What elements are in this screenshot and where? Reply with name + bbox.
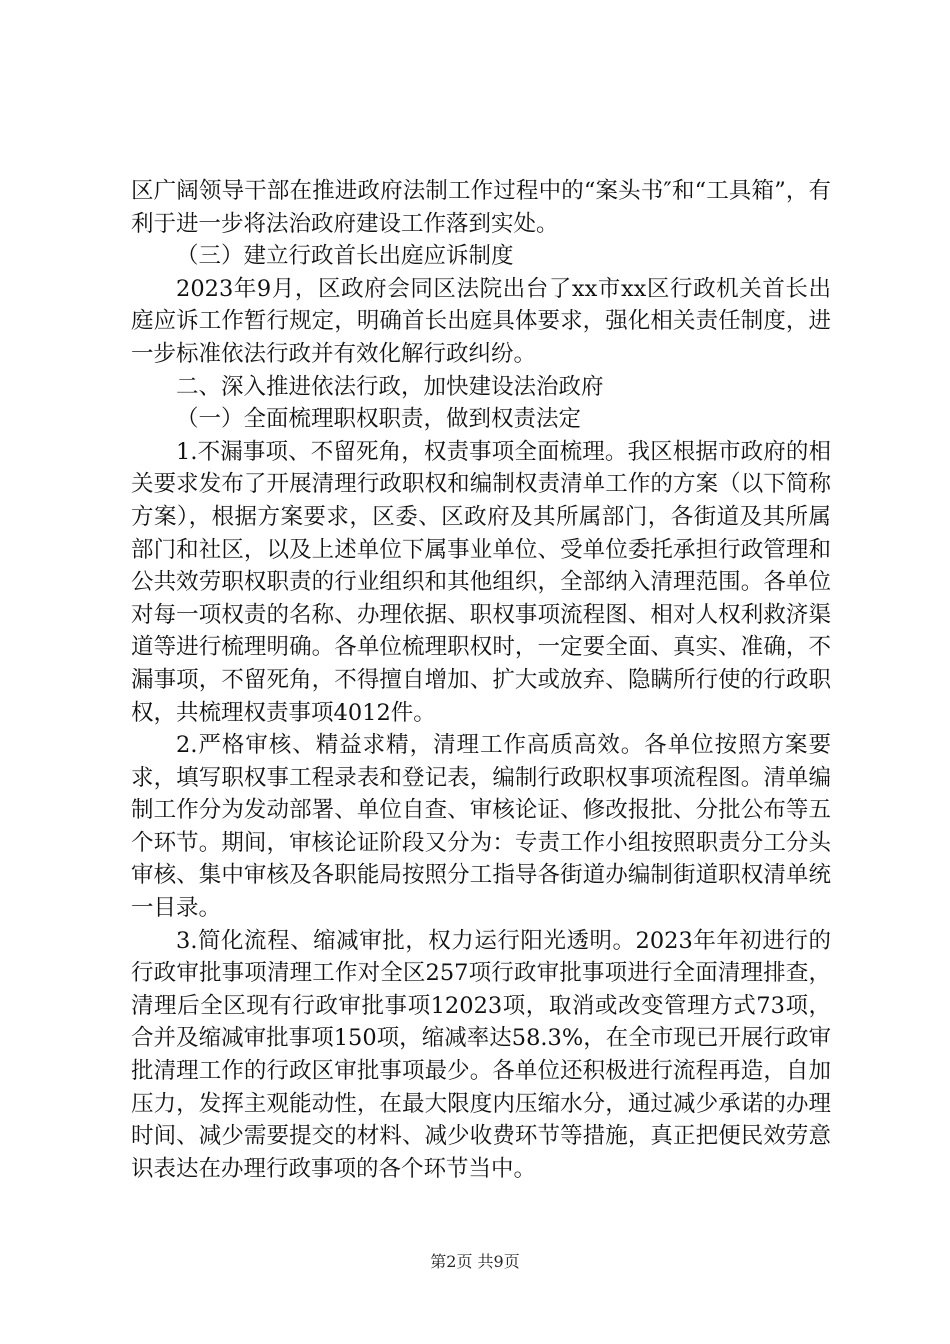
paragraph: 2023年9月，区政府会同区法院出台了xx市xx区行政机关首长出庭应诉工作暂行规定，明确首长出庭具体要求，强化相关责任制度，进一步标准依法行政并有效化解行政纠纷。 xyxy=(131,275,831,367)
section-heading-3: （三）建立行政首长出庭应诉制度 xyxy=(176,243,514,270)
paragraph: 2.严格审核、精益求精，清理工作高质高效。各单位按照方案要求，填写职权事工程录表和登记表，编制行政职权事项流程图。清单编制工作分为发动部署、单位自查、审核论证、修改报批、分批公布等五个环节。期间，审核论证阶段又分为：专责工作小组按照职责分工分头审核、集中审核及各职能局按照分工指导各街道办编制街道职权清单统一目录。 xyxy=(131,732,831,922)
page-footer: 第2页 共9页 xyxy=(430,1252,520,1271)
document-body xyxy=(131,175,831,1185)
paragraph: 1.不漏事项、不留死角，权责事项全面梳理。我区根据市政府的相关要求发布了开展清理行政职权和编制权责清单工作的方案（以下简称方案），根据方案要求，区委、区政府及其所属部门，各街道及其所属部门和社区，以及上述单位下属事业单位、受单位委托承担行政管理和公共效劳职权职责的行业组织和其他组织，全部纳入清理范围。各单位对每一项权责的名称、办理依据、职权事项流程图、相对人权利救济渠道等进行梳理明确。各单位梳理职权时，一定要全面、真实、准确，不漏事项，不留死角，不得擅自增加、扩大或放弃、隐瞒所行使的行政职权，共梳理权责事项4012件。 xyxy=(131,438,831,726)
paragraph-continuation: 区广阔领导干部在推进政府法制工作过程中的“案头书″和“工具箱”，有利于进一步将法治政府建设工作落到实处。 xyxy=(131,178,831,237)
section-heading-1: （一）全面梳理职权职责，做到权责法定 xyxy=(176,406,582,433)
paragraph: 3.简化流程、缩减审批，权力运行阳光透明。2023年年初进行的行政审批事项清理工作对全区257项行政审批事项进行全面清理排查，清理后全区现有行政审批事项12023项，取消或改变管理方式73项，合并及缩减审批事项150项，缩减率达58.3%，在全市现已开展行政审批清理工作的行政区审批事项最少。各单位还积极进行流程再造，自加压力，发挥主观能动性，在最大限度内压缩水分，通过减少承诺的办理时间、减少需要提交的材料、减少收费环节等措施，真正把便民效劳意识表达在办理行政事项的各个环节当中。 xyxy=(131,927,831,1182)
section-heading-2: 二、深入推进依法行政，加快建设法治政府 xyxy=(176,373,604,400)
